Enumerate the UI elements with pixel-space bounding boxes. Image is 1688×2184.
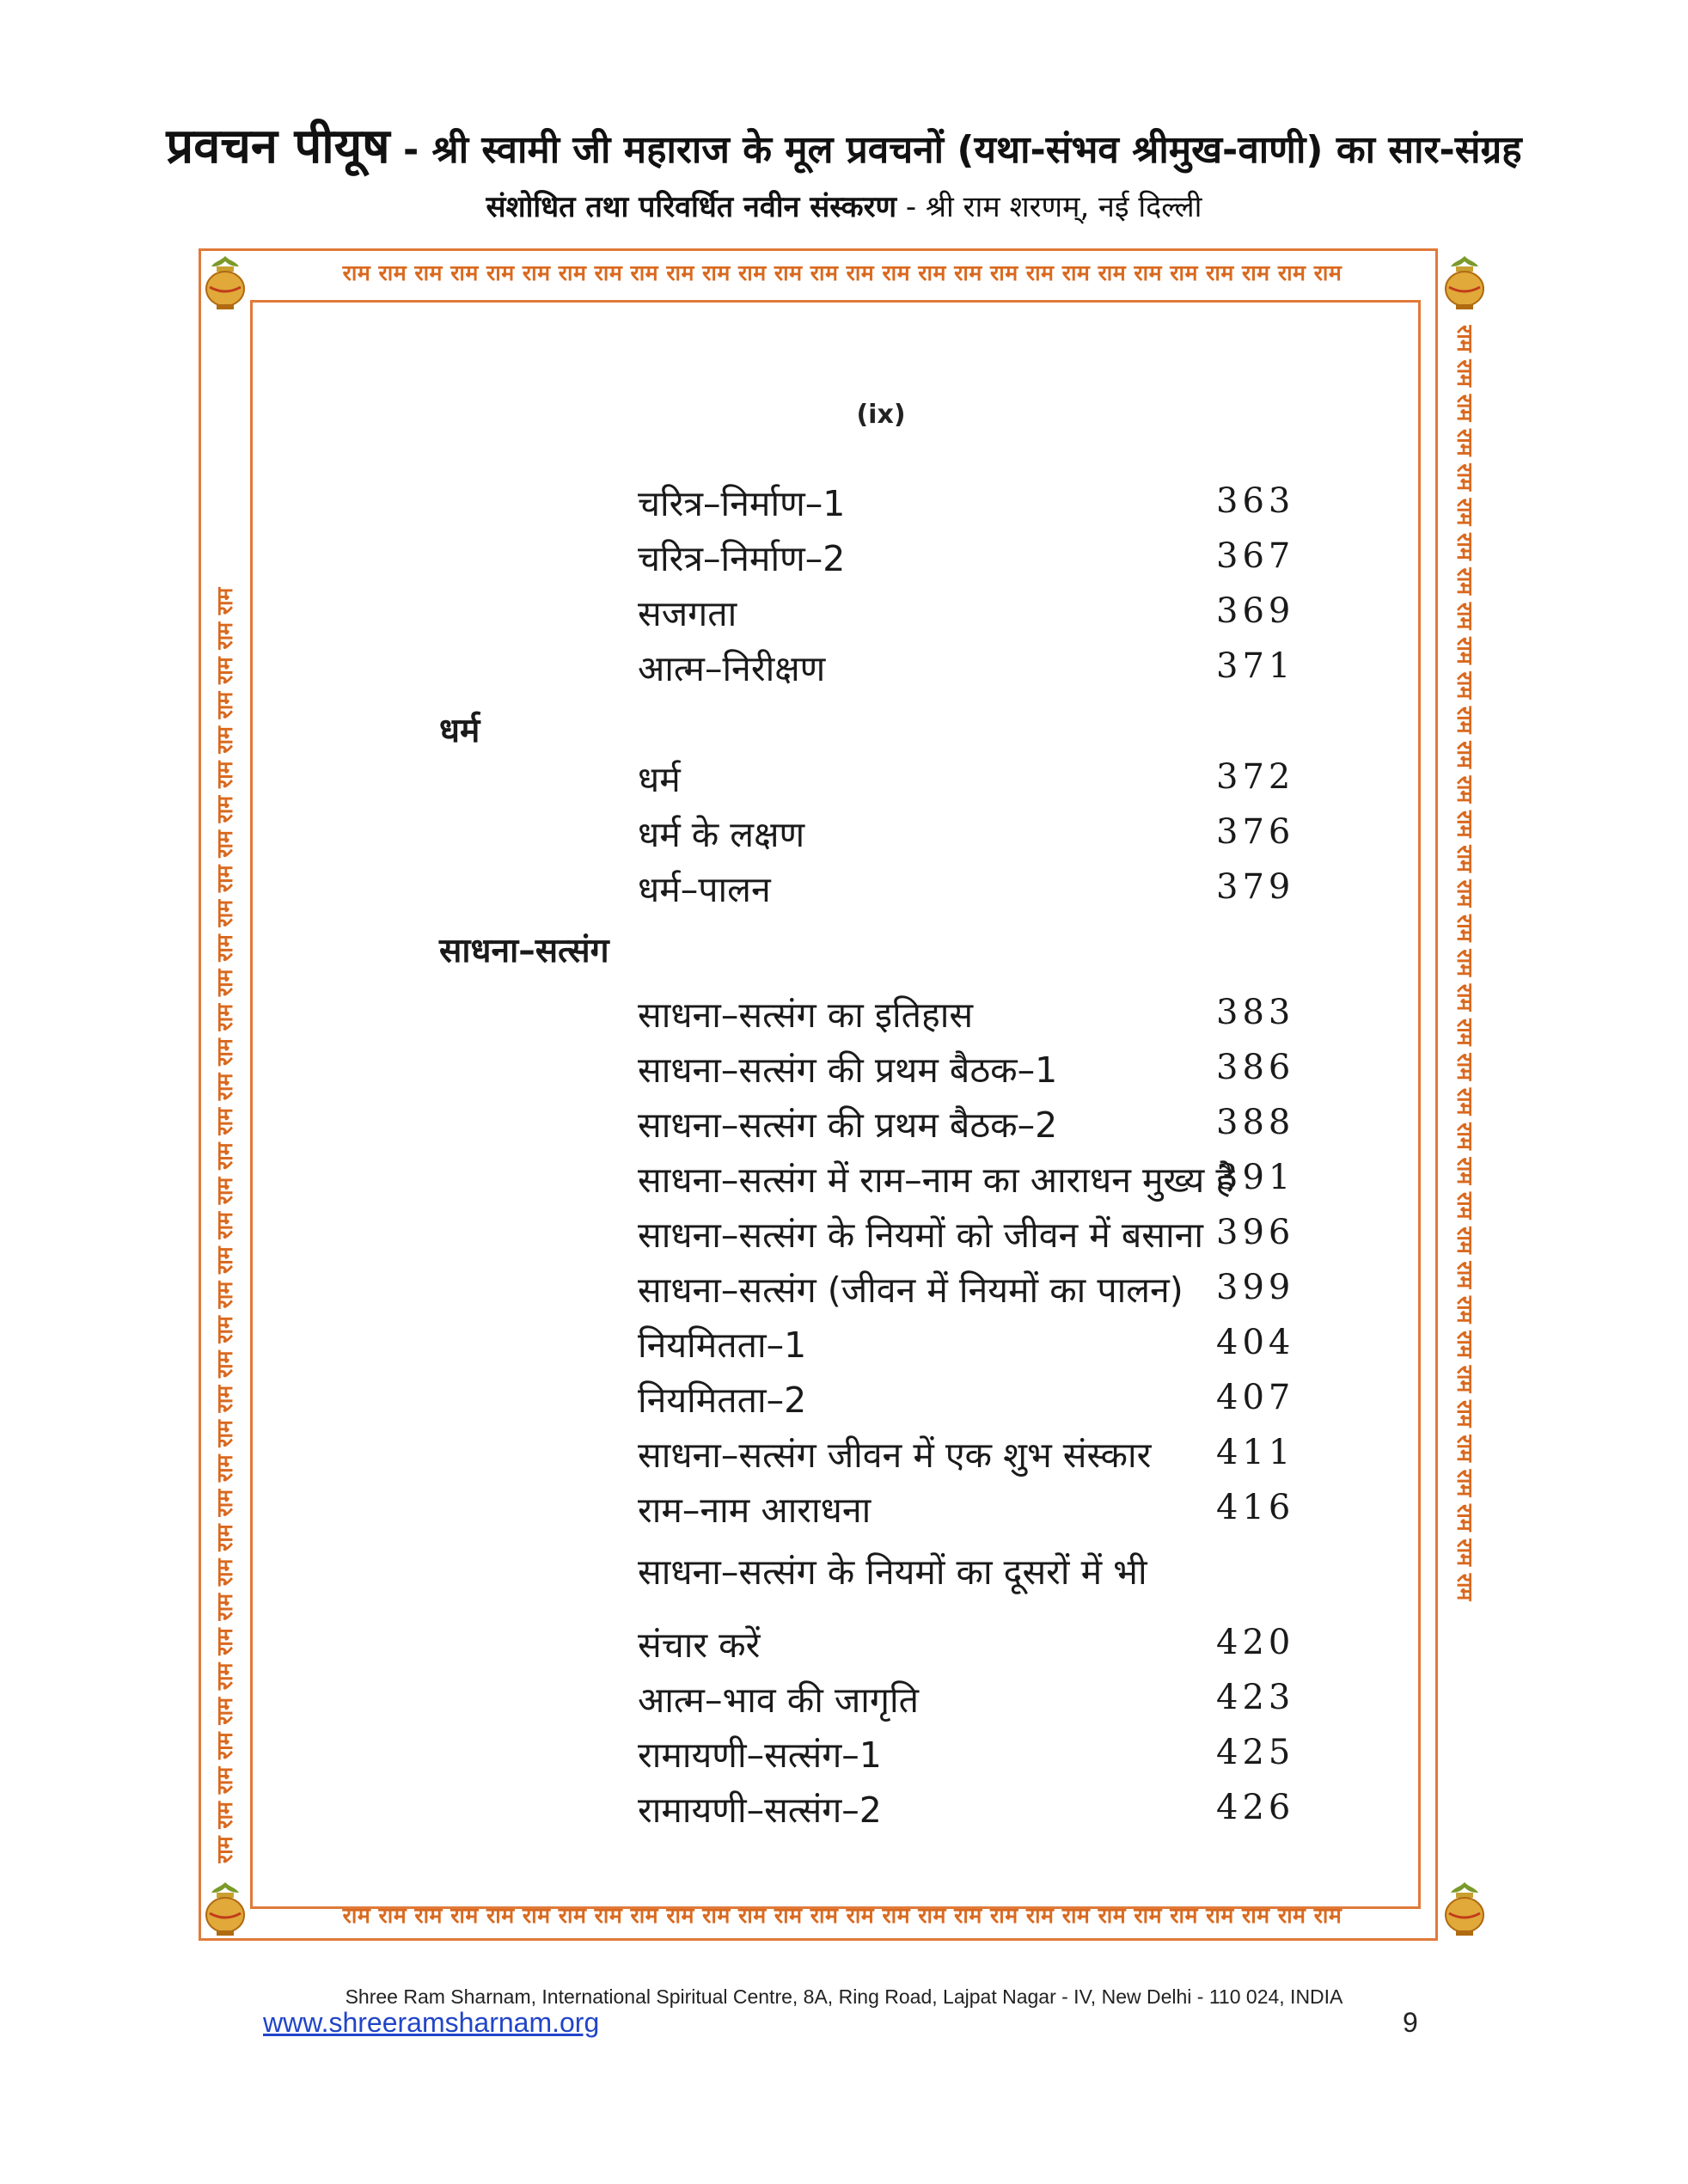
toc-entry-title: आत्म–निरीक्षण xyxy=(638,648,826,689)
kalash-icon xyxy=(1440,253,1489,313)
toc-entry-page: 396 xyxy=(1216,1213,1295,1252)
subtitle-bold: संशोधित तथा परिवर्धित नवीन संस्करण xyxy=(486,190,897,224)
toc-entry-title: धर्म–पालन xyxy=(638,869,771,910)
footer-address: Shree Ram Sharnam, International Spiritual Centre, 8A, Ring Road, Lajpat Nagar - IV, New Delhi - 110 024, INDIA xyxy=(345,1985,1343,2008)
toc-entry-page: 386 xyxy=(1216,1048,1295,1087)
title-rest: - श्री स्वामी जी महाराज के मूल प्रवचनों (यथा-संभव श्रीमुख-वाणी) का सार-संग्रह xyxy=(389,128,1522,172)
toc-entry-title: साधना–सत्संग जीवन में एक शुभ संस्कार xyxy=(638,1435,1152,1476)
ram-border-bottom: राम राम राम राम राम राम राम राम राम राम राम राम राम राम राम राम राम राम राम राम राम राम राम राम राम राम राम राम xyxy=(342,1903,1342,1928)
toc-entry-page: 420 xyxy=(1216,1623,1295,1662)
toc-entry-page: 416 xyxy=(1216,1488,1295,1527)
title-main: प्रवचन पीयूष xyxy=(166,119,390,174)
toc-entry-title: साधना–सत्संग का इतिहास xyxy=(638,994,974,1036)
document-subtitle xyxy=(0,186,1688,225)
toc-entry-title: नियमितता–1 xyxy=(638,1324,807,1366)
toc-entry-title: धर्म के लक्षण xyxy=(638,814,805,855)
toc-entry-page: 376 xyxy=(1216,812,1295,852)
toc-entry-title: नियमितता–2 xyxy=(638,1380,807,1421)
toc-entry-page: 425 xyxy=(1216,1733,1295,1772)
toc-entry-title: आत्म–भाव की जागृति xyxy=(638,1679,919,1721)
kalash-icon xyxy=(201,1879,249,1939)
toc-entry-title: साधना–सत्संग की प्रथम बैठक–2 xyxy=(638,1104,1058,1146)
toc-entry-title: राम–नाम आराधना xyxy=(638,1490,872,1531)
book-page-number: (ix) xyxy=(856,400,906,430)
toc-entry-page: 388 xyxy=(1216,1103,1295,1142)
toc-entry-title: साधना–सत्संग (जीवन में नियमों का पालन) xyxy=(638,1269,1183,1311)
toc-entry-title: साधना–सत्संग में राम–नाम का आराधन मुख्य है xyxy=(638,1159,1235,1201)
section-heading-sadhana: साधना–सत्संग xyxy=(439,932,609,970)
toc-entry-title: धर्म xyxy=(638,759,681,800)
toc-entry-title: चरित्र–निर्माण–1 xyxy=(638,483,846,524)
toc-entry-page: 369 xyxy=(1216,591,1295,631)
toc-entry-page: 407 xyxy=(1216,1378,1295,1417)
toc-entry-page: 399 xyxy=(1216,1268,1295,1307)
toc-entry-title: सजगता xyxy=(638,593,737,634)
ram-border-top: राम राम राम राम राम राम राम राम राम राम राम राम राम राम राम राम राम राम राम राम राम राम राम राम राम राम राम राम xyxy=(342,260,1342,285)
ram-border-left: राम राम राम राम राम राम राम राम राम राम राम राम राम राम राम राम राम राम राम राम राम राम राम राम राम राम राम राम राम राम राम राम राम राम राम राम राम xyxy=(212,587,237,1863)
section-heading-dharma: धर्म xyxy=(439,712,480,750)
toc-entry-page: 371 xyxy=(1216,646,1295,686)
toc-entry-page: 363 xyxy=(1216,481,1295,521)
document-title xyxy=(0,112,1688,177)
toc-entry-page: 423 xyxy=(1216,1678,1295,1717)
toc-entry-page: 372 xyxy=(1216,757,1295,797)
toc-entry-title: संचार करें xyxy=(638,1624,761,1666)
toc-entry-page: 411 xyxy=(1216,1433,1295,1472)
kalash-icon xyxy=(1440,1879,1489,1939)
toc-entry-page: 404 xyxy=(1216,1323,1295,1362)
toc-entry-page: 379 xyxy=(1216,867,1295,907)
kalash-icon xyxy=(201,253,249,313)
toc-entry-page: 426 xyxy=(1216,1788,1295,1827)
website-link[interactable]: www.shreeramsharnam.org xyxy=(263,2007,600,2038)
toc-entry-title-line1: साधना–सत्संग के नियमों का दूसरों में भी xyxy=(638,1551,1147,1593)
ram-border-right: राम राम राम राम राम राम राम राम राम राम राम राम राम राम राम राम राम राम राम राम राम राम राम राम राम राम राम राम राम राम राम राम राम राम राम राम राम xyxy=(1453,325,1477,1601)
toc-entry-title: साधना–सत्संग के नियमों को जीवन में बसाना xyxy=(638,1214,1203,1256)
toc-entry-title: रामायणी–सत्संग–2 xyxy=(638,1789,882,1831)
toc-entry-title: साधना–सत्संग की प्रथम बैठक–1 xyxy=(638,1049,1058,1091)
subtitle-rest: - श्री राम शरणम्, नई दिल्ली xyxy=(896,190,1202,224)
toc-entry-page: 383 xyxy=(1216,993,1295,1032)
page-number: 9 xyxy=(1403,2007,1418,2038)
toc-entry-title: रामायणी–सत्संग–1 xyxy=(638,1734,882,1776)
toc-entry-title: चरित्र–निर्माण–2 xyxy=(638,538,846,579)
toc-entry-page: 391 xyxy=(1216,1158,1295,1197)
toc-entry-page: 367 xyxy=(1216,536,1295,576)
